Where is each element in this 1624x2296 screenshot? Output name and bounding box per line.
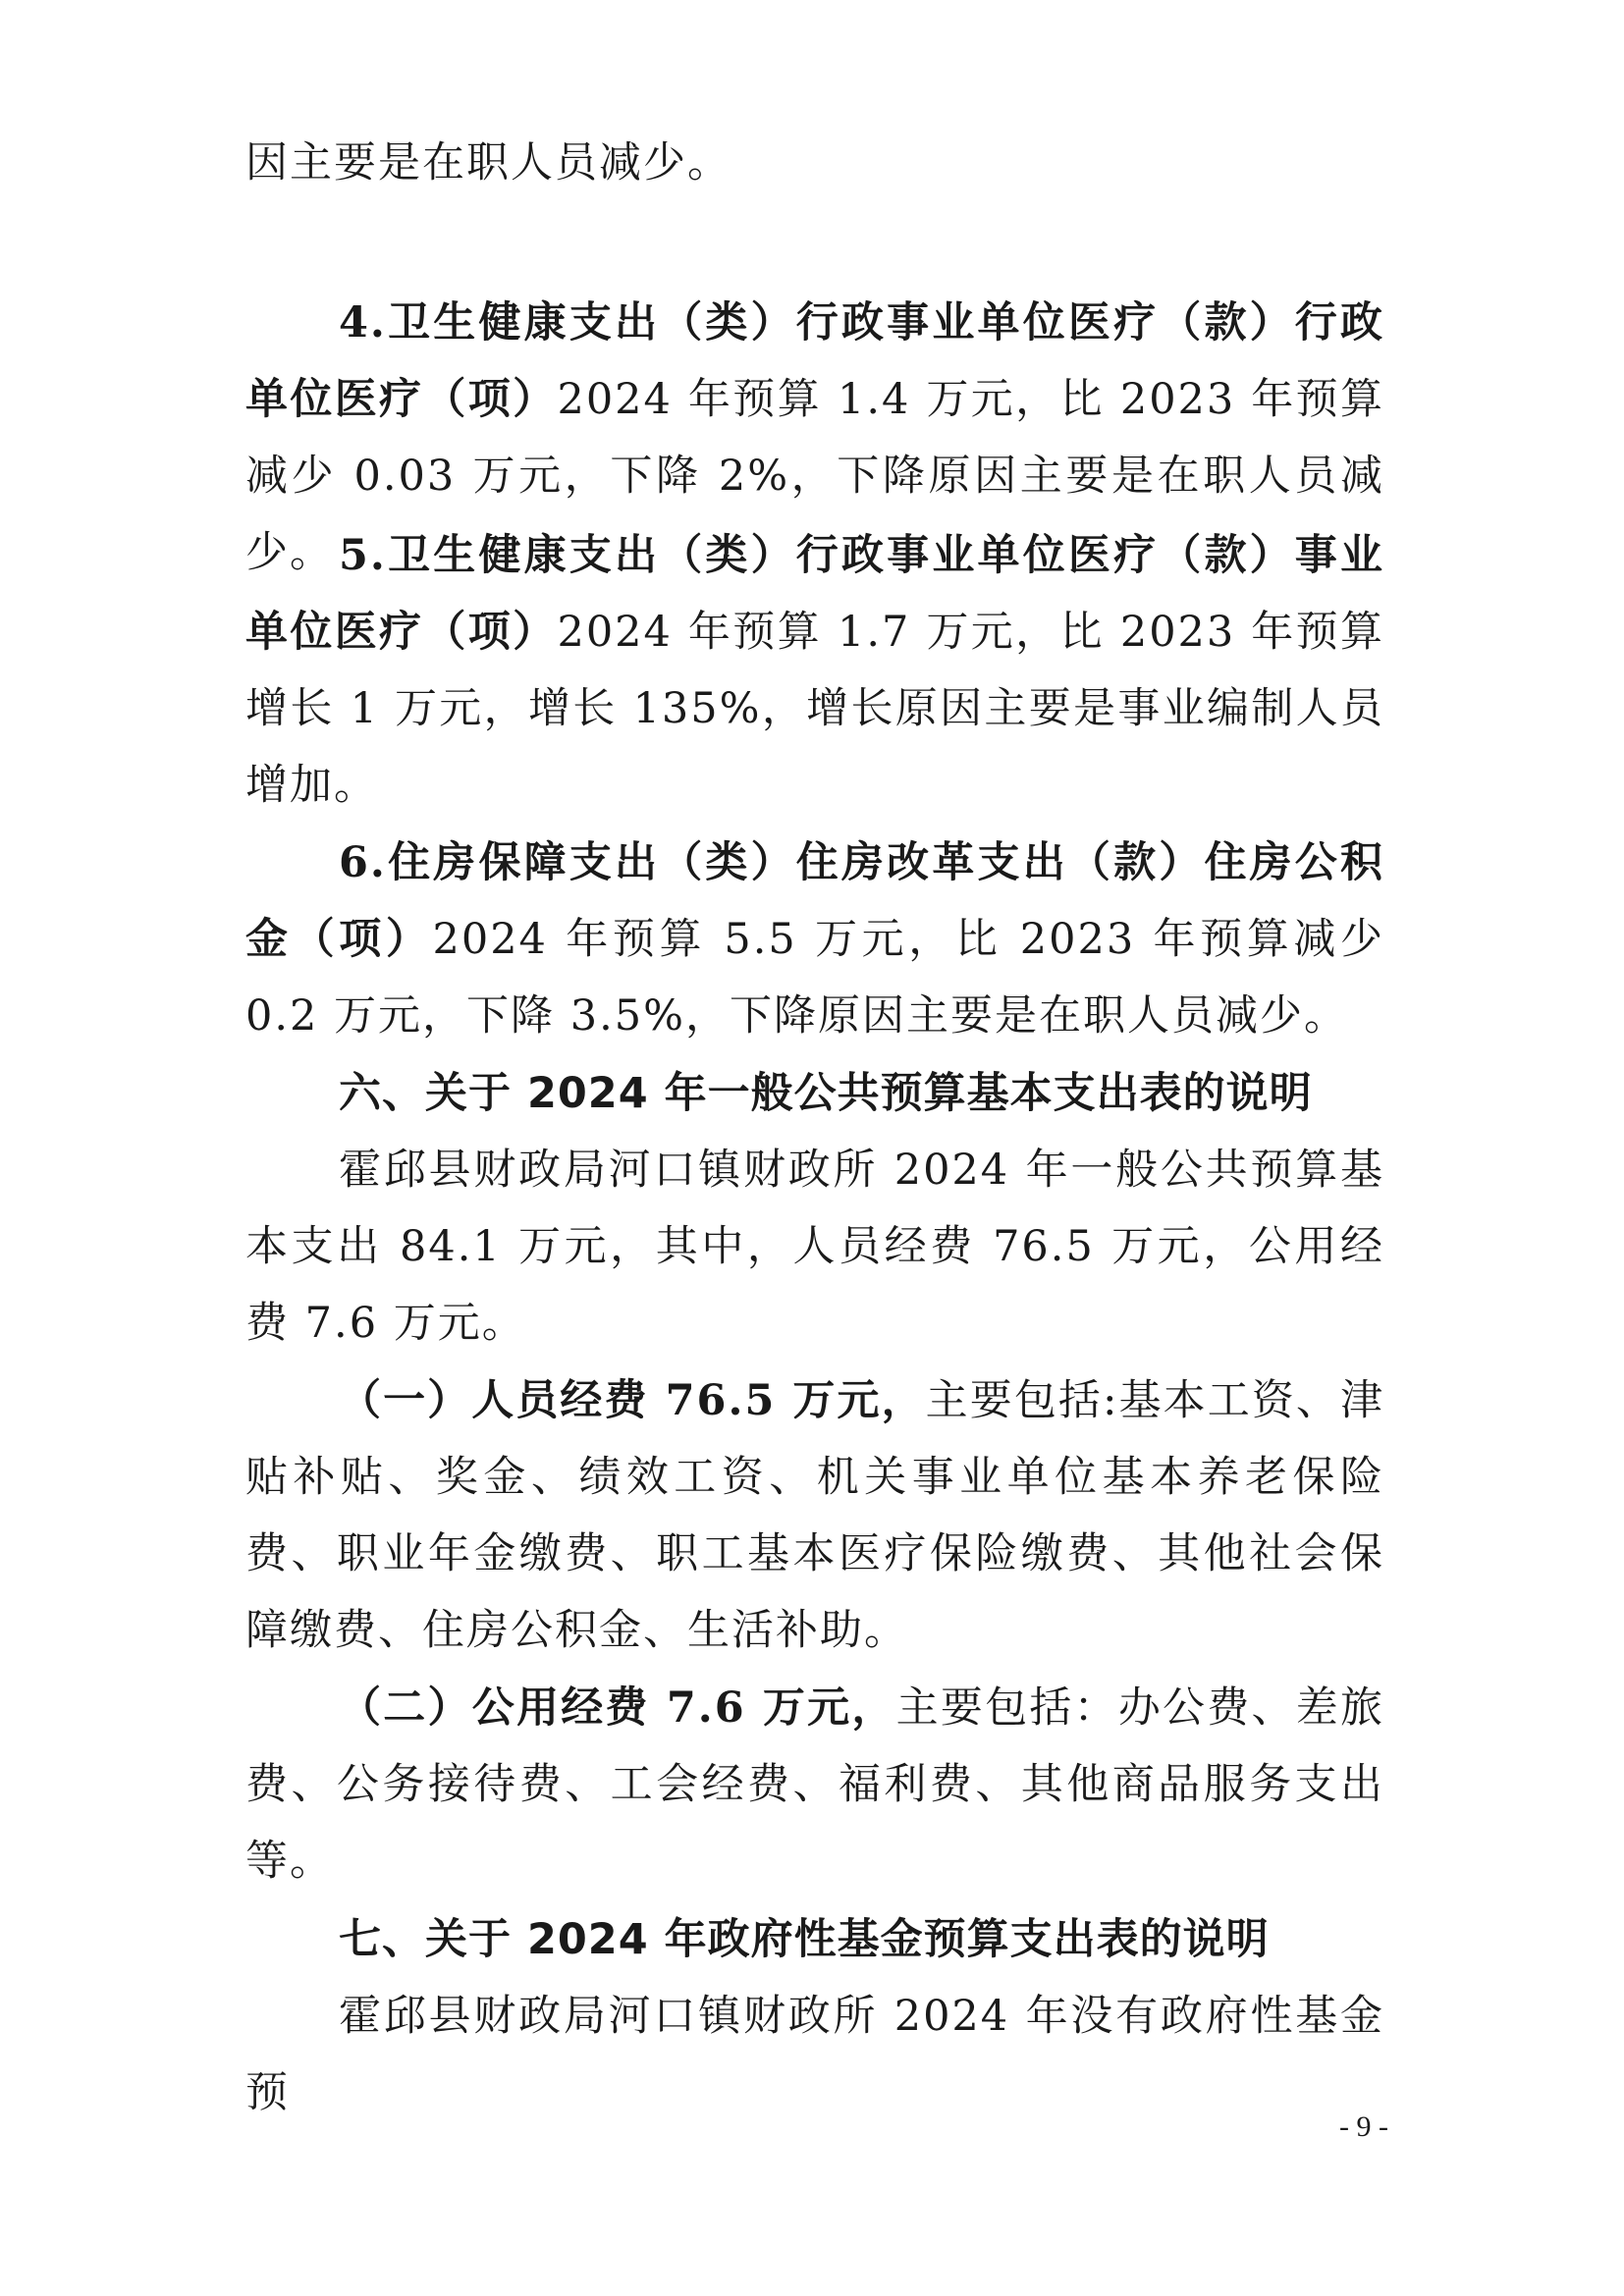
item-heading: 5.卫生健康支出（类）行政事业单位医疗（款）事业单位医疗（项） <box>245 531 1384 657</box>
page-number: - 9 - <box>1339 2110 1388 2143</box>
paragraph-item-5 <box>245 517 1384 824</box>
item-body: 主要包括:基本工资、津贴补贴、奖金、绩效工资、机关事业单位基本养老保险费、职业年金缴费、职工基本医疗保险缴费、其他社会保障缴费、住房公积金、生活补助。 <box>245 1376 1384 1655</box>
paragraph-public-expenses <box>245 1670 1384 1899</box>
section-heading-7 <box>245 1901 1384 1978</box>
section-heading-text: 七、关于 2024 年政府性基金预算支出表的说明 <box>339 1915 1270 1964</box>
paragraph-personnel-expenses <box>245 1362 1384 1669</box>
item-heading: （一）人员经费 76.5 万元， <box>339 1376 926 1425</box>
paragraph-government-fund <box>245 1978 1384 2131</box>
paragraph-continuation <box>245 125 1384 201</box>
item-heading: （二）公用经费 7.6 万元， <box>339 1683 896 1733</box>
section-heading-6 <box>245 1055 1384 1132</box>
item-body: 2024 年预算 1.7 万元，比 2023 年预算增长 1 万元，增长 135%，增长原因主要是事业编制人员增加。 <box>245 608 1384 810</box>
paragraph-basic-expenditure <box>245 1132 1384 1362</box>
paragraph-text: 因主要是在职人员减少。 <box>245 138 731 187</box>
item-body: 2024 年预算 5.5 万元，比 2023 年预算减少 0.2 万元，下降 3.5%，下降原因主要是在职人员减少。 <box>245 915 1384 1041</box>
item-body: 2024 年预算 1.4 万元，比 2023 年预算减少 0.03 万元，下降 2%，下降原因主要是在职人员减少。 <box>245 375 1384 577</box>
paragraph-text: 霍邱县财政局河口镇财政所 2024 年一般公共预算基本支出 84.1 万元，其中，人员经费 76.5 万元，公用经费 7.6 万元。 <box>245 1146 1384 1348</box>
paragraph-text: 霍邱县财政局河口镇财政所 2024 年没有政府性基金预 <box>245 1992 1384 2117</box>
item-heading: 6.住房保障支出（类）住房改革支出（款）住房公积金（项） <box>245 838 1384 964</box>
paragraph-item-6 <box>245 825 1384 1054</box>
section-heading-text: 六、关于 2024 年一般公共预算基本支出表的说明 <box>339 1069 1313 1118</box>
item-body: 主要包括：办公费、差旅费、公务接待费、工会经费、福利费、其他商品服务支出等。 <box>245 1683 1385 1886</box>
item-heading: 4.卫生健康支出（类）行政事业单位医疗（款）行政单位医疗（项） <box>245 298 1384 424</box>
